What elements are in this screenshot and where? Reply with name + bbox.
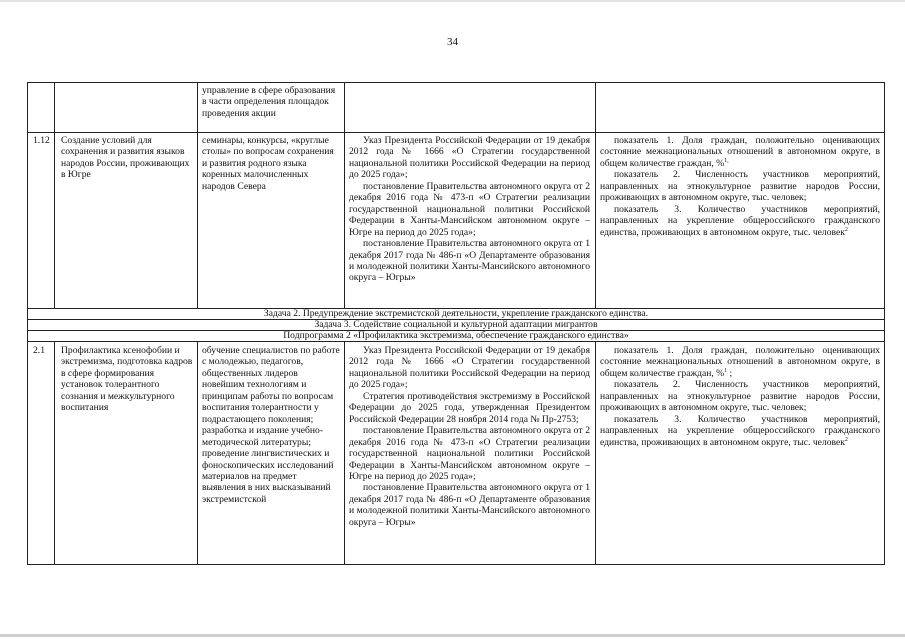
table-bottom-border — [27, 564, 885, 565]
scan-bottom-edge — [0, 634, 905, 637]
document-item: Стратегия противодействия экстремизму в Российской Федерации до 2025 года, утвержденная Президентом Российской Федерации 28 ноября 2014 года № Пр-2753; — [349, 390, 590, 425]
page-number: 34 — [447, 36, 458, 48]
column-divider — [197, 82, 198, 308]
column-divider — [54, 341, 55, 565]
document-item: Указ Президента Российской Федерации от 19 декабря 2012 года № 1666 «О Стратегии государственной национальной политики Российской Федерации на период до 2025 года»; — [349, 135, 590, 181]
indicators-cell — [600, 345, 880, 560]
column-divider — [344, 82, 345, 308]
subprogram-2-heading: Подпрограмма 2 «Профилактика экстремизма, обеспечение гражданского единства» — [283, 330, 629, 341]
document-item: постановление Правительства автономного округа от 1 декабря 2017 года № 486-п «О Департаменте образования и молодежной политики Ханты-Мансийского автономного округа – Югры» — [349, 482, 590, 528]
row-divider — [27, 341, 885, 342]
column-divider — [595, 341, 596, 565]
activity-name-cell — [61, 345, 193, 560]
events-text: разработка и издание учебно-методической литературы; — [202, 425, 324, 448]
row-divider — [27, 132, 885, 133]
events-text: обучение специалистов по работе с молодежью, педагогов, общественных лидеров новейшим технологиям и принципам работы по вопросам воспитания толерантности у подрастающего поколения; — [202, 345, 340, 425]
indicator-item: показатель 2. Численность участников мероприятий, направленных на этнокультурное развитие народов России, проживающих в автономном округе, тыс. человек; — [600, 379, 880, 414]
task-3-heading: Задача 3. Содействие социальной и культурной адаптации мигрантов — [314, 319, 598, 330]
activity-name: Создание условий для сохранения и развития языков народов России, проживающих в Югре — [61, 135, 190, 181]
column-divider — [54, 82, 55, 308]
indicators-cell — [600, 135, 880, 305]
activity-name-cell — [61, 135, 191, 305]
events-text: проведение лингвистических и фоноскопических исследований материалов на предмет выявления в них высказываний экстремистской — [202, 448, 334, 505]
document-item: постановление Правительства автономного округа от 2 декабря 2016 года № 473-п «О Стратегии реализации государственной национальной политики Российской Федерации в Ханты-Мансийском автономном округе – Югре на период до 2025 года»; — [349, 180, 590, 238]
program-table — [27, 82, 885, 565]
events-cell — [202, 345, 342, 563]
indicator-item: показатель 3. Количество участников мероприятий, направленных на укрепление общероссийского гражданского единства, проживающих в автономном округе, тыс. человек$^2$ — [600, 413, 880, 448]
documents-cell — [349, 345, 590, 563]
column-divider — [197, 341, 198, 565]
events-cell — [202, 135, 338, 305]
task-2-heading: Задача 2. Предупреждение экстремистской деятельности, укрепление гражданского единства. — [263, 308, 649, 319]
column-divider — [344, 341, 345, 565]
row-number: 1.12 — [33, 135, 50, 146]
events-text: семинары, конкурсы, «круглые столы» по вопросам сохранения и развития родного языка коренных малочисленных народов Севера — [202, 135, 334, 192]
activity-name: Профилактика ксенофобии и экстремизма, подготовка кадров в сфере формирования установок толерантного сознания и межкультурного воспитания — [61, 345, 193, 414]
table-top-border — [27, 82, 885, 83]
events-cell — [202, 85, 342, 131]
document-item: Указ Президента Российской Федерации от 19 декабря 2012 года № 1666 «О Стратегии государственной национальной политики Российской Федерации на период до 2025 года»; — [349, 345, 590, 391]
indicator-item: показатель 1. Доля граждан, положительно оценивающих состояние межнациональных отношений в автономном округе, в общем количестве граждан, %$^{1,}$ — [600, 135, 880, 169]
document-item: постановление Правительства автономного округа от 1 декабря 2017 года № 486-п «О Департаменте образования и молодежной политики Ханты-Мансийского автономного округа – Югры» — [349, 238, 590, 284]
indicator-item: показатель 2. Численность участников мероприятий, направленных на этнокультурное развитие народов России, проживающих в автономном округе, тыс. человек; — [600, 169, 880, 204]
scan-top-edge — [0, 0, 905, 2]
documents-cell — [349, 135, 590, 307]
indicator-item: показатель 1. Доля граждан, положительно оценивающих состояние межнациональных отношений в автономном округе, в общем количестве граждан, %$^1$ ; — [600, 345, 880, 379]
indicator-item: показатель 3. Количество участников мероприятий, направленных на укрепление общероссийского гражданского единства, проживающих в автономном округе, тыс. человек$^2$ — [600, 203, 880, 238]
row-number: 2.1 — [33, 345, 45, 356]
document-item: постановление Правительства автономного округа от 2 декабря 2016 года № 473-п «О Стратегии реализации государственной национальной политики Российской Федерации в Ханты-Мансийском автономном округе – Югре на период до 2025 года»; — [349, 425, 590, 482]
events-text: управление в сфере образования в части определения площадок проведения акции — [202, 85, 336, 119]
column-divider — [595, 82, 596, 308]
